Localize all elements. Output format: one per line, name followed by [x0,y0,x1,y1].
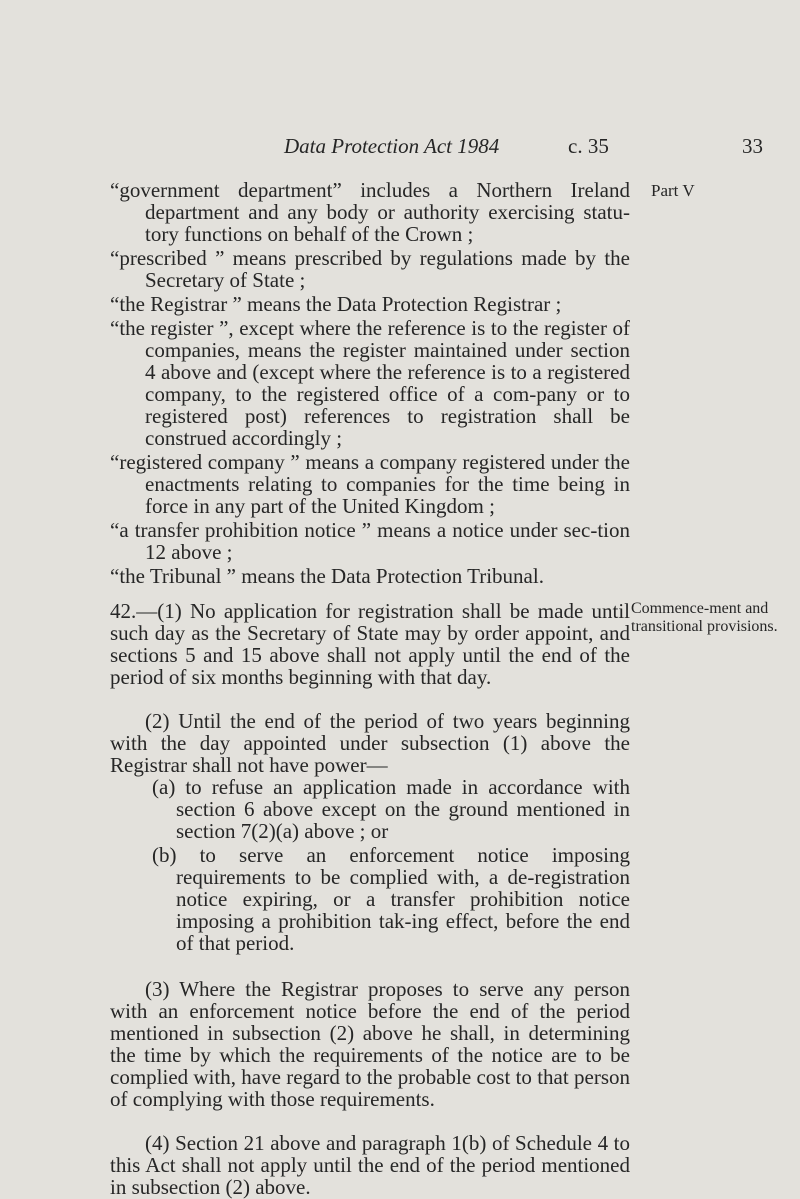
definition-item: “the register ”, except where the reference is to the register of companies, means the register maintained under section 4 above and (except where the reference is to a registered company, to the registered office of a com-pany or to registered post) references to registration shall be construed accordingly ; [110,316,630,450]
definition-item: “registered company ” means a company registered under the enactments relating to companies for the time being in force in any part of the United Kingdom ; [110,450,630,518]
chapter-number: c. 35 [568,134,609,158]
subsection-2-b: (b) to serve an enforcement notice imposing requirements to be complied with, a de-registration notice expiring, or a transfer prohibition notice imposing a prohibition tak-ing effect, before the end of that period. [152,843,630,955]
subsection-1: 42.—(1) No application for registration shall be made until such day as the Secretary of State may by order appoint, and sections 5 and 15 above shall not apply until the end of the period of six months beginning with that day. [110,599,630,689]
definition-item: “prescribed ” means prescribed by regulations made by the Secretary of State ; [110,246,630,292]
running-header [284,134,774,162]
page-number: 33 [742,134,763,158]
definition-item: “the Registrar ” means the Data Protection Registrar ; [110,292,562,316]
definitions-list [110,179,630,589]
definition-item: “government department” includes a Northern Ireland department and any body or authority exercising statu-tory functions on behalf of the Crown ; [110,178,630,246]
subsection-2-a: (a) to refuse an application made in accordance with section 6 above except on the ground mentioned in section 7(2)(a) above ; or [152,775,630,843]
definition-item: “the Tribunal ” means the Data Protection Tribunal. [110,564,544,588]
margin-sidenote: Commence-ment and transitional provisions. [631,600,778,635]
part-label: Part V [651,181,695,200]
subsection-2-intro: (2) Until the end of the period of two years beginning with the day appointed under subsection (1) above the Registrar shall not have power— [110,709,630,777]
subsection-3: (3) Where the Registrar proposes to serve any person with an enforcement notice before the end of the period mentioned in subsection (2) above he shall, in determining the time by which the requirements of the notice are to be complied with, have regard to the probable cost to that person of complying with those requirements. [110,977,630,1111]
section-42 [110,600,630,1198]
subsection-4: (4) Section 21 above and paragraph 1(b) of Schedule 4 to this Act shall not apply until the end of the period mentioned in subsection (2) above. [110,1131,630,1199]
definition-item: “a transfer prohibition notice ” means a notice under sec-tion 12 above ; [110,518,630,564]
act-title: Data Protection Act 1984 [284,134,500,158]
